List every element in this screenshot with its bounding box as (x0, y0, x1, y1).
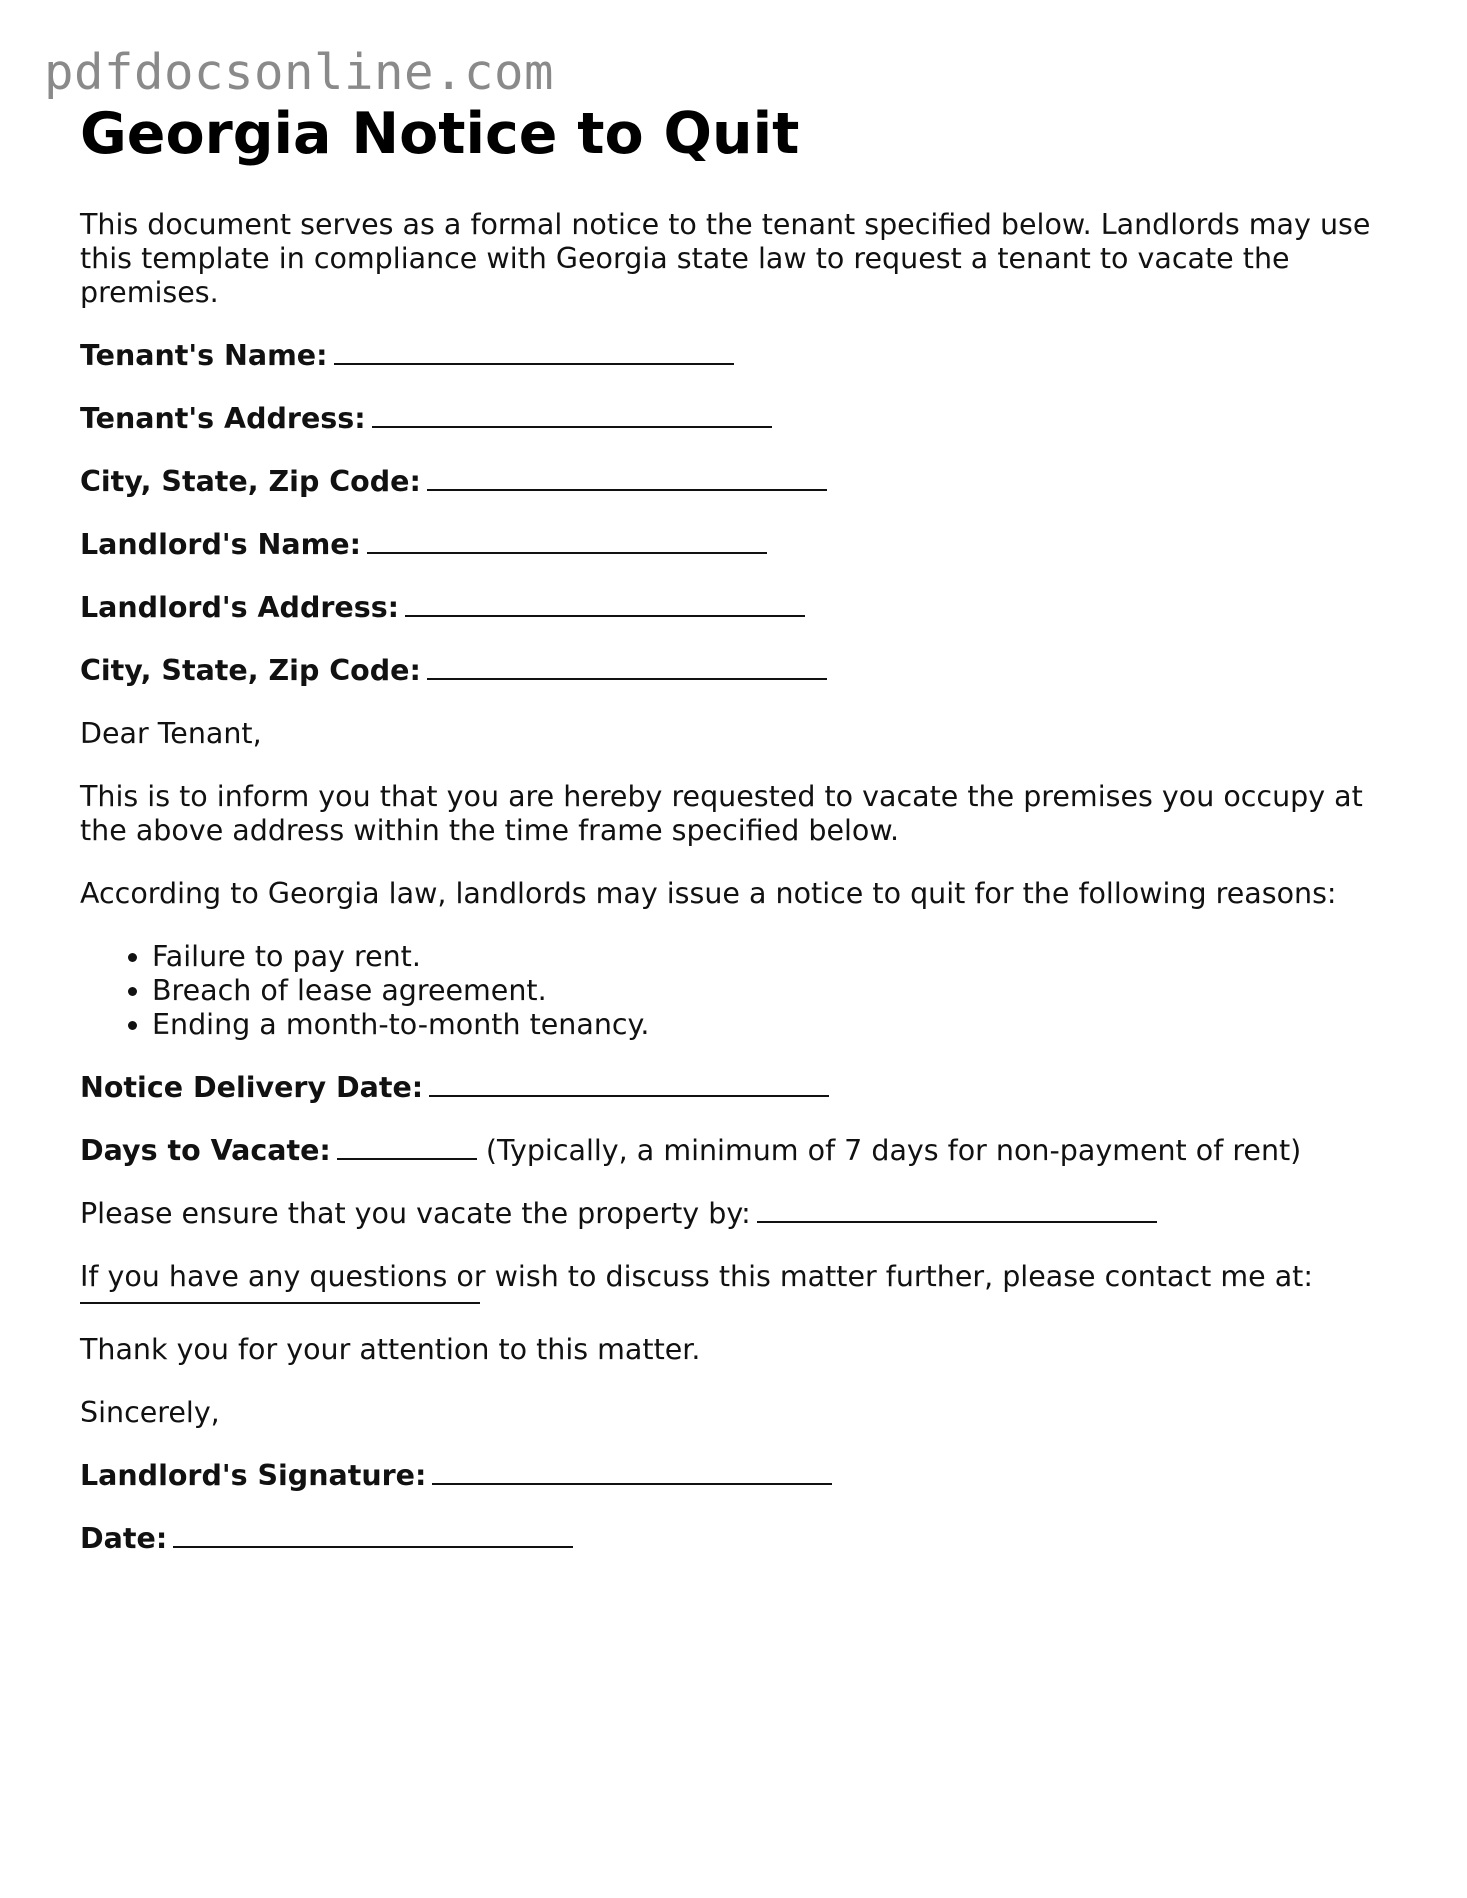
signature-label: Landlord's Signature: (80, 1459, 427, 1493)
body-paragraph-2: According to Georgia law, landlords may issue a notice to quit for the following reasons: (80, 877, 1337, 911)
date-blank[interactable] (173, 1524, 573, 1548)
days-to-vacate-label: Days to Vacate: (80, 1134, 331, 1168)
notice-delivery-blank[interactable] (429, 1073, 829, 1097)
landlord-city-field (80, 654, 1400, 688)
vacate-by-blank[interactable] (757, 1199, 1157, 1223)
landlord-city-label: City, State, Zip Code: (80, 654, 421, 688)
landlord-address-blank[interactable] (405, 593, 805, 617)
tenant-name-field (80, 339, 1400, 373)
days-to-vacate-blank[interactable] (337, 1136, 477, 1160)
signature-field (80, 1459, 1400, 1493)
landlord-name-label: Landlord's Name: (80, 528, 362, 562)
greeting: Dear Tenant, (80, 717, 262, 751)
notice-delivery-label: Notice Delivery Date: (80, 1071, 424, 1105)
list-item: • Breach of lease agreement. (152, 974, 1400, 1008)
landlord-name-blank[interactable] (367, 530, 767, 554)
body-paragraph-1: This is to inform you that you are hereby requested to vacate the premises you occupy at the above address within the time frame specified below. (80, 780, 1363, 848)
vacate-by-field (80, 1197, 1400, 1231)
list-item: • Failure to pay rent. (152, 940, 1400, 974)
date-label: Date: (80, 1522, 168, 1556)
thanks-text: Thank you for your attention to this matter. (80, 1333, 701, 1367)
contact-field (80, 1260, 1390, 1304)
date-field (80, 1522, 1400, 1556)
tenant-address-label: Tenant's Address: (80, 402, 366, 436)
landlord-city-blank[interactable] (427, 656, 827, 680)
list-item: • Ending a month-to-month tenancy. (152, 1008, 1400, 1042)
notice-delivery-field (80, 1071, 1400, 1105)
watermark: pdfdocsonline.com (44, 44, 555, 101)
tenant-name-label: Tenant's Name: (80, 339, 328, 373)
landlord-address-field (80, 591, 1400, 625)
days-to-vacate-field (80, 1134, 1400, 1168)
tenant-address-field (80, 402, 1400, 436)
page-title: Georgia Notice to Quit (80, 101, 800, 167)
tenant-name-blank[interactable] (334, 341, 734, 365)
closing-text: Sincerely, (80, 1396, 220, 1430)
landlord-address-label: Landlord's Address: (80, 591, 400, 625)
tenant-city-blank[interactable] (427, 467, 827, 491)
intro-paragraph: This document serves as a formal notice to the tenant specified below. Landlords may use this template in compliance with Georgia state law to request a tenant to vacate the premises. (80, 208, 1371, 310)
tenant-city-label: City, State, Zip Code: (80, 465, 421, 499)
reasons-list (80, 940, 1400, 1042)
contact-blank[interactable] (80, 1302, 480, 1304)
signature-blank[interactable] (432, 1461, 832, 1485)
landlord-name-field (80, 528, 1400, 562)
tenant-address-blank[interactable] (372, 404, 772, 428)
tenant-city-field (80, 465, 1400, 499)
days-to-vacate-note: (Typically, a minimum of 7 days for non-payment of rent) (485, 1134, 1302, 1168)
contact-label: If you have any questions or wish to discuss this matter further, please contact me at: (80, 1260, 1313, 1294)
vacate-by-label: Please ensure that you vacate the property by: (80, 1197, 751, 1231)
document-page (80, 100, 1400, 1556)
